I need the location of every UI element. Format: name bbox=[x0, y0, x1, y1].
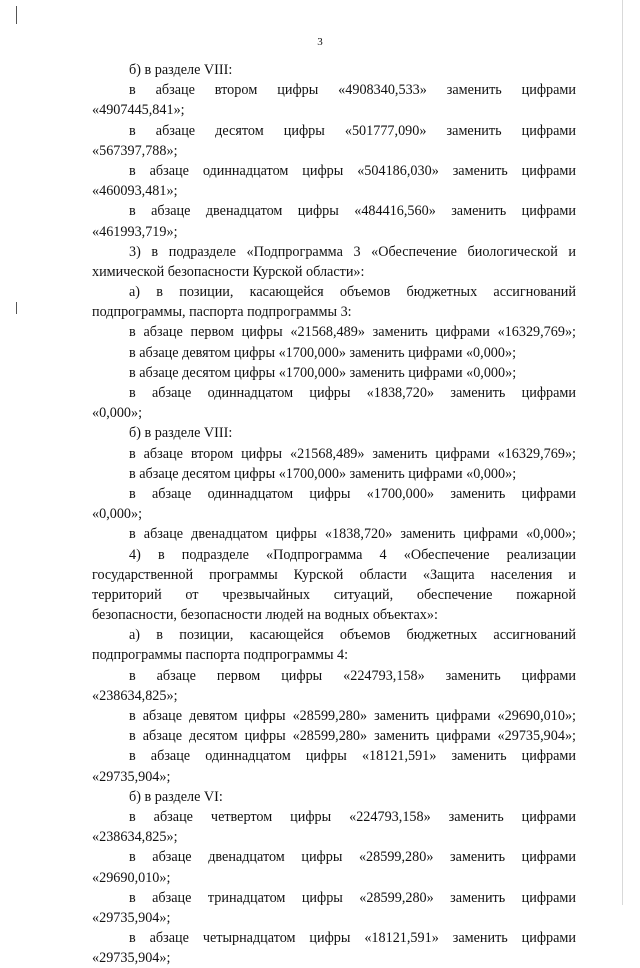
text-line: 4) в подразделе «Подпрограмма 4 «Обеспечение реализации bbox=[129, 546, 576, 563]
text-line: безопасности, безопасности людей на водных объектах»: bbox=[92, 607, 438, 624]
text-line: подпрограммы паспорта подпрограммы 4: bbox=[92, 647, 349, 664]
text-line: б) в разделе VI: bbox=[129, 788, 223, 805]
text-line: «567397,788»; bbox=[92, 142, 178, 159]
text-line: в абзаце десятом цифры «1700,000» заменить цифрами «0,000»; bbox=[129, 364, 517, 381]
text-line: «4907445,841»; bbox=[92, 102, 185, 119]
text-line: «461993,719»; bbox=[92, 223, 178, 240]
text-line: в абзаце одиннадцатом цифры «1838,720» заменить цифрами bbox=[129, 385, 576, 401]
text-line: «238634,825»; bbox=[92, 687, 178, 704]
text-line: б) в разделе VIII: bbox=[129, 425, 233, 442]
text-line: в абзаце десятом цифры «501777,090» заменить цифрами bbox=[129, 122, 576, 139]
text-line: в абзаце одиннадцатом цифры «1700,000» заменить цифрами bbox=[129, 485, 576, 502]
text-line: в абзаце первом цифры «21568,489» заменить цифрами «16329,769»; bbox=[129, 324, 576, 341]
text-line: «0,000»; bbox=[92, 506, 143, 523]
scan-page-edge bbox=[622, 0, 623, 905]
text-line: в абзаце одиннадцатом цифры «504186,030» заменить цифрами bbox=[129, 162, 576, 179]
text-line: государственной программы Курской области «Защита населения и bbox=[92, 566, 576, 583]
text-line: в абзаце четвертом цифры «224793,158» заменить цифрами bbox=[129, 808, 576, 825]
text-line: в абзаце девятом цифры «1700,000» заменить цифрами «0,000»; bbox=[129, 344, 517, 361]
text-line: в абзаце девятом цифры «28599,280» заменить цифрами «29690,010»; bbox=[129, 708, 576, 724]
text-line: в абзаце четырнадцатом цифры «18121,591» заменить цифрами bbox=[129, 930, 576, 947]
text-line: «238634,825»; bbox=[92, 829, 178, 846]
text-line: б) в разделе VIII: bbox=[129, 62, 233, 78]
text-line: а) в позиции, касающейся объемов бюджетных ассигнований bbox=[129, 284, 576, 301]
text-line: территорий от чрезвычайных ситуаций, обеспечение пожарной bbox=[92, 586, 576, 603]
scan-margin-mark bbox=[16, 6, 17, 24]
text-line: «29735,904»; bbox=[92, 909, 171, 926]
text-line: в абзаце втором цифры «21568,489» заменить цифрами «16329,769»; bbox=[129, 445, 576, 462]
scan-margin-mark bbox=[16, 302, 17, 314]
text-line: «0,000»; bbox=[92, 405, 143, 422]
text-line: в абзаце тринадцатом цифры «28599,280» заменить цифрами bbox=[129, 889, 576, 906]
text-line: в абзаце первом цифры «224793,158» заменить цифрами bbox=[129, 667, 576, 684]
text-line: подпрограммы, паспорта подпрограммы 3: bbox=[92, 304, 352, 321]
text-line: «29735,904»; bbox=[92, 950, 171, 967]
text-line: «29735,904»; bbox=[92, 768, 171, 785]
text-line: 3) в подразделе «Подпрограмма 3 «Обеспечение биологической и bbox=[129, 243, 576, 260]
text-line: а) в позиции, касающейся объемов бюджетных ассигнований bbox=[129, 627, 576, 644]
text-line: в абзаце двенадцатом цифры «484416,560» заменить цифрами bbox=[129, 203, 576, 220]
text-line: «460093,481»; bbox=[92, 183, 178, 200]
text-line: в абзаце десятом цифры «28599,280» заменить цифрами «29735,904»; bbox=[129, 728, 576, 745]
page-number: 3 bbox=[317, 36, 323, 48]
text-line: в абзаце вторoм цифры «4908340,533» заменить цифрами bbox=[129, 82, 576, 99]
text-line: «29690,010»; bbox=[92, 869, 171, 886]
text-line: в абзаце двенадцатом цифры «1838,720» заменить цифрами «0,000»; bbox=[129, 526, 576, 543]
text-line: в абзаце двенадцатом цифры «28599,280» заменить цифрами bbox=[129, 849, 576, 866]
text-line: в абзаце одиннадцатом цифры «18121,591» заменить цифрами bbox=[129, 748, 576, 765]
text-line: химической безопасности Курской области»: bbox=[92, 263, 365, 280]
document-body bbox=[92, 60, 576, 968]
text-line: в абзаце десятом цифры «1700,000» заменить цифрами «0,000»; bbox=[129, 465, 517, 482]
